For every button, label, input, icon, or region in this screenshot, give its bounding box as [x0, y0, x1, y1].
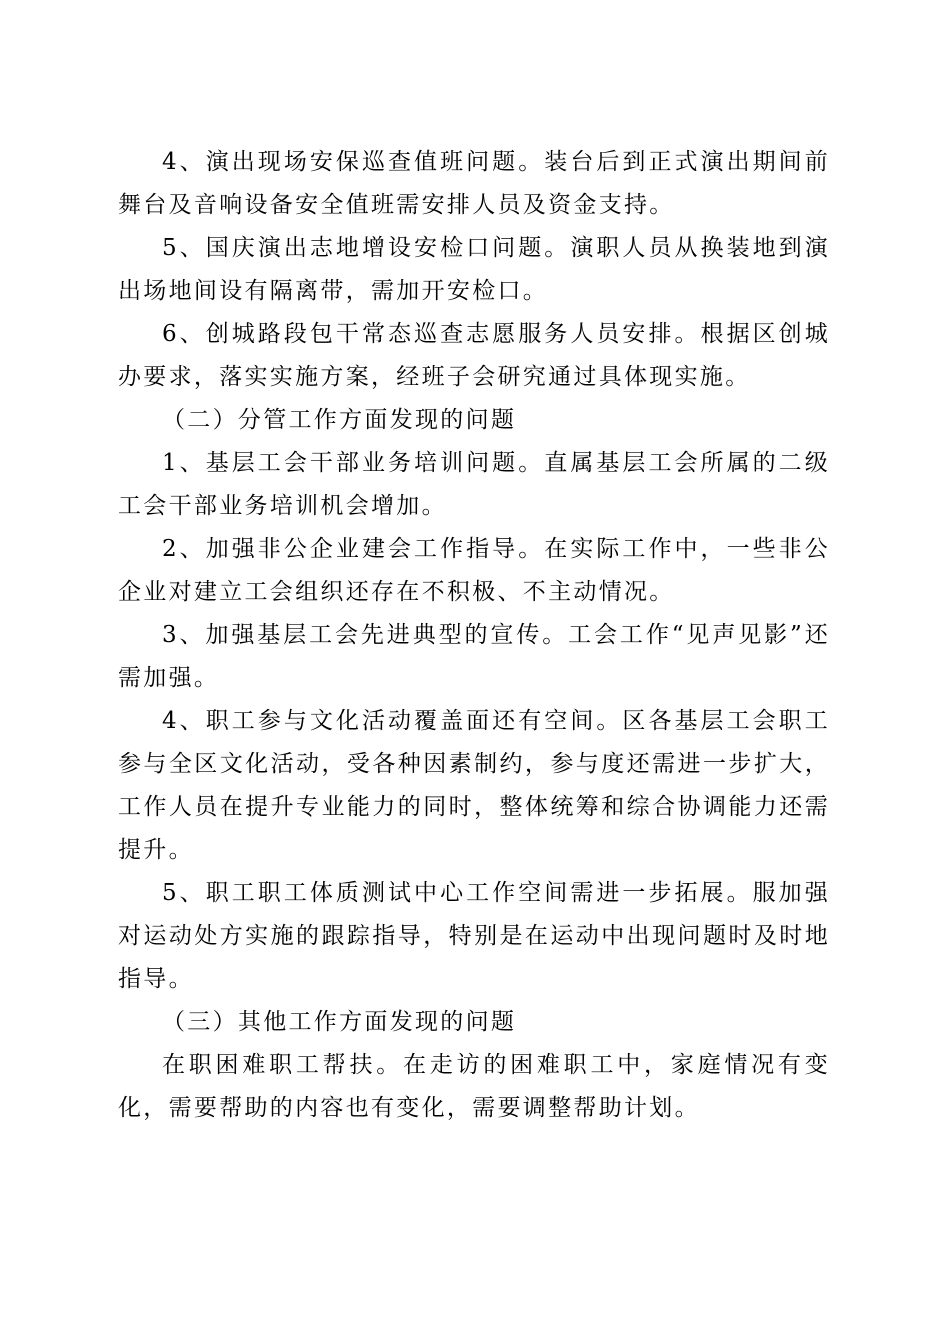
- paragraph-cultural-activities: 4、职工参与文化活动覆盖面还有空间。区各基层工会职工参与全区文化活动，受各种因素制约，参与度还需进一步扩大，工作人员在提升专业能力的同时，整体统筹和综合协调能力还需提升。: [118, 708, 830, 863]
- paragraph-union-training: 1、基层工会干部业务培训问题。直属基层工会所属的二级工会干部业务培训机会增加。: [118, 450, 830, 519]
- paragraph-security-checkpoint: 5、国庆演出志地增设安检口问题。演职人员从换装地到演出场地间设有隔离带，需加开安检口。: [118, 235, 830, 304]
- paragraph-nonpublic-enterprise: 2、加强非公企业建会工作指导。在实际工作中，一些非公企业对建立工会组织还存在不积极、不主动情况。: [118, 536, 830, 605]
- paragraph-volunteer-patrol: 6、创城路段包干常态巡查志愿服务人员安排。根据区创城办要求，落实实施方案，经班子会研究通过具体现实施。: [118, 321, 830, 390]
- section-heading-managed-work: （二）分管工作方面发现的问题: [162, 407, 517, 433]
- paragraph-worker-assistance: 在职困难职工帮扶。在走访的困难职工中，家庭情况有变化，需要帮助的内容也有变化，需要调整帮助计划。: [118, 1052, 830, 1121]
- paragraph-fitness-center: 5、职工职工体质测试中心工作空间需进一步拓展。服加强对运动处方实施的跟踪指导，特别是在运动中出现问题时及时地指导。: [118, 880, 830, 992]
- document-body: [118, 141, 830, 1130]
- paragraph-typical-publicity: 3、加强基层工会先进典型的宣传。工会工作“见声见影”还需加强。: [118, 622, 830, 691]
- section-heading-other-work: （三）其他工作方面发现的问题: [162, 1009, 517, 1035]
- paragraph-security-patrol: 4、演出现场安保巡查值班问题。装台后到正式演出期间前舞台及音响设备安全值班需安排人员及资金支持。: [118, 149, 830, 218]
